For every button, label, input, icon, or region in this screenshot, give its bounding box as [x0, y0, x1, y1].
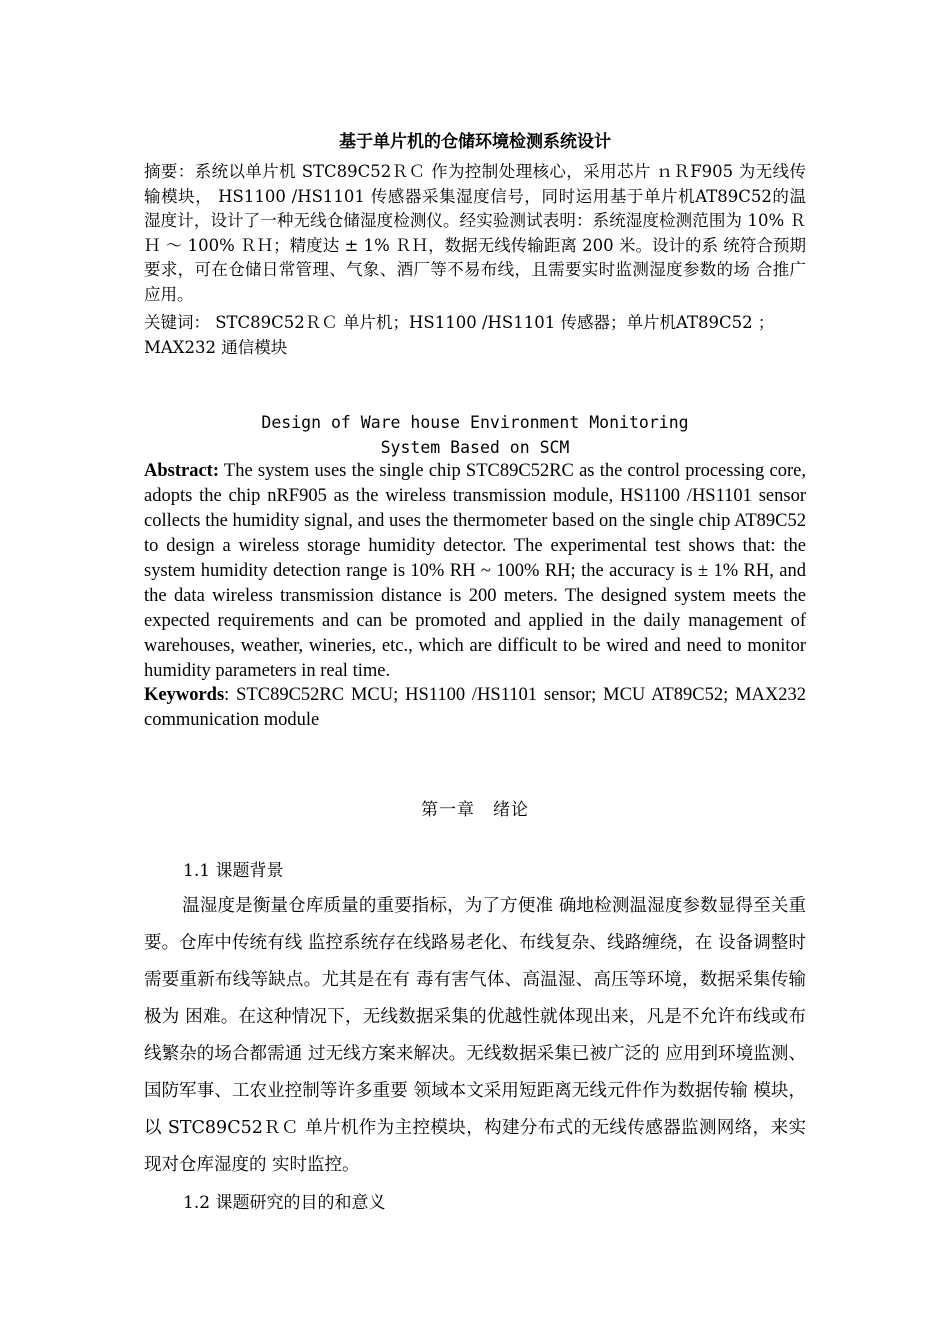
section-1-1-body: [144, 888, 806, 1184]
english-title-line-2: System Based on SCM: [380, 437, 570, 457]
chinese-title: 基于单片机的仓储环境检测系统设计: [339, 132, 611, 152]
abstract-text: The system uses the single chip STC89C52RC as the control processing core, adopts the chip nRF905 as the wireless transmission module, HS1100 /HS1101 sensor collects the humidity signal, and uses the thermometer based on the single chip AT89C52 to design a wireless storage humidity detector. The experimental test shows that: the system humidity detection range is 10% RH ~ 100% RH; the accuracy is ± 1% RH, and the data wireless transmission distance is 200 meters. The designed system meets the expected requirements and can be promoted and applied in the daily management of warehouses, weather, wineries, etc., which are difficult to be wired and need to monitor humidity parameters in real time.: [144, 461, 806, 681]
english-abstract: [144, 459, 806, 684]
section-1-1-text: 温湿度是衡量仓库质量的重要指标，为了方便准 确地检测温湿度参数显得至关重要。仓库中传统有线 监控系统存在线路易老化、布线复杂、线路缠绕，在 设备调整时需要重新布线等缺点。尤其是在有 毒有害气体、高温湿、高压等环境，数据采集传输极为 困难。在这种情况下，无线数据采集的优越性就体现出来，凡是不允许布线或布线繁杂的场合都需通 过无线方案来解决。无线数据采集已被广泛的 应用到环境监测、国防军事、工农业控制等许多重要 领域本文采用短距离无线元件作为数据传输 模块，以 STC89C52ＲＣ 单片机作为主控模块，构建分布式的无线传感器监测网络，来实现对仓库湿度的 实时监控。: [144, 896, 806, 1175]
chinese-keywords: 关键词： STC89C52ＲＣ 单片机；HS1100 /HS1101 传感器；单片机AT89C52 ；MAX232 通信模块: [144, 313, 775, 357]
chapter-heading: 第一章 绪论: [421, 800, 529, 820]
chinese-abstract: 摘要：系统以单片机 STC89C52ＲＣ 作为控制处理核心，采用芯片 ｎＲF905 为无线传输模块， HS1100 /HS1101 传感器采集湿度信号，同时运用基于单片机AT89C52的温湿度计，设计了一种无线仓储湿度检测仪。经实验测试表明：系统湿度检测范围为 10% ＲＨ ～ 100% ＲＨ；精度达 ± 1% ＲＨ，数据无线传输距离 200 米。设计的系 统符合预期要求，可在仓储日常管理、气象、酒厂等不易布线，且需要实时监测湿度参数的场 合推广应用。: [144, 162, 806, 304]
section-heading-1-1: 1.1 课题背景: [183, 861, 284, 881]
keywords-text: : STC89C52RC MCU; HS1100 /HS1101 sensor; MCU AT89C52; MAX232 communication module: [144, 685, 806, 730]
abstract-label: Abstract:: [144, 461, 220, 481]
english-title-line-1: Design of Ware house Environment Monitoring: [261, 413, 689, 432]
english-keywords: [144, 683, 806, 733]
english-title: [144, 411, 806, 460]
section-heading-1-2: 1.2 课题研究的目的和意义: [183, 1193, 386, 1213]
keywords-label: Keywords: [144, 685, 225, 705]
